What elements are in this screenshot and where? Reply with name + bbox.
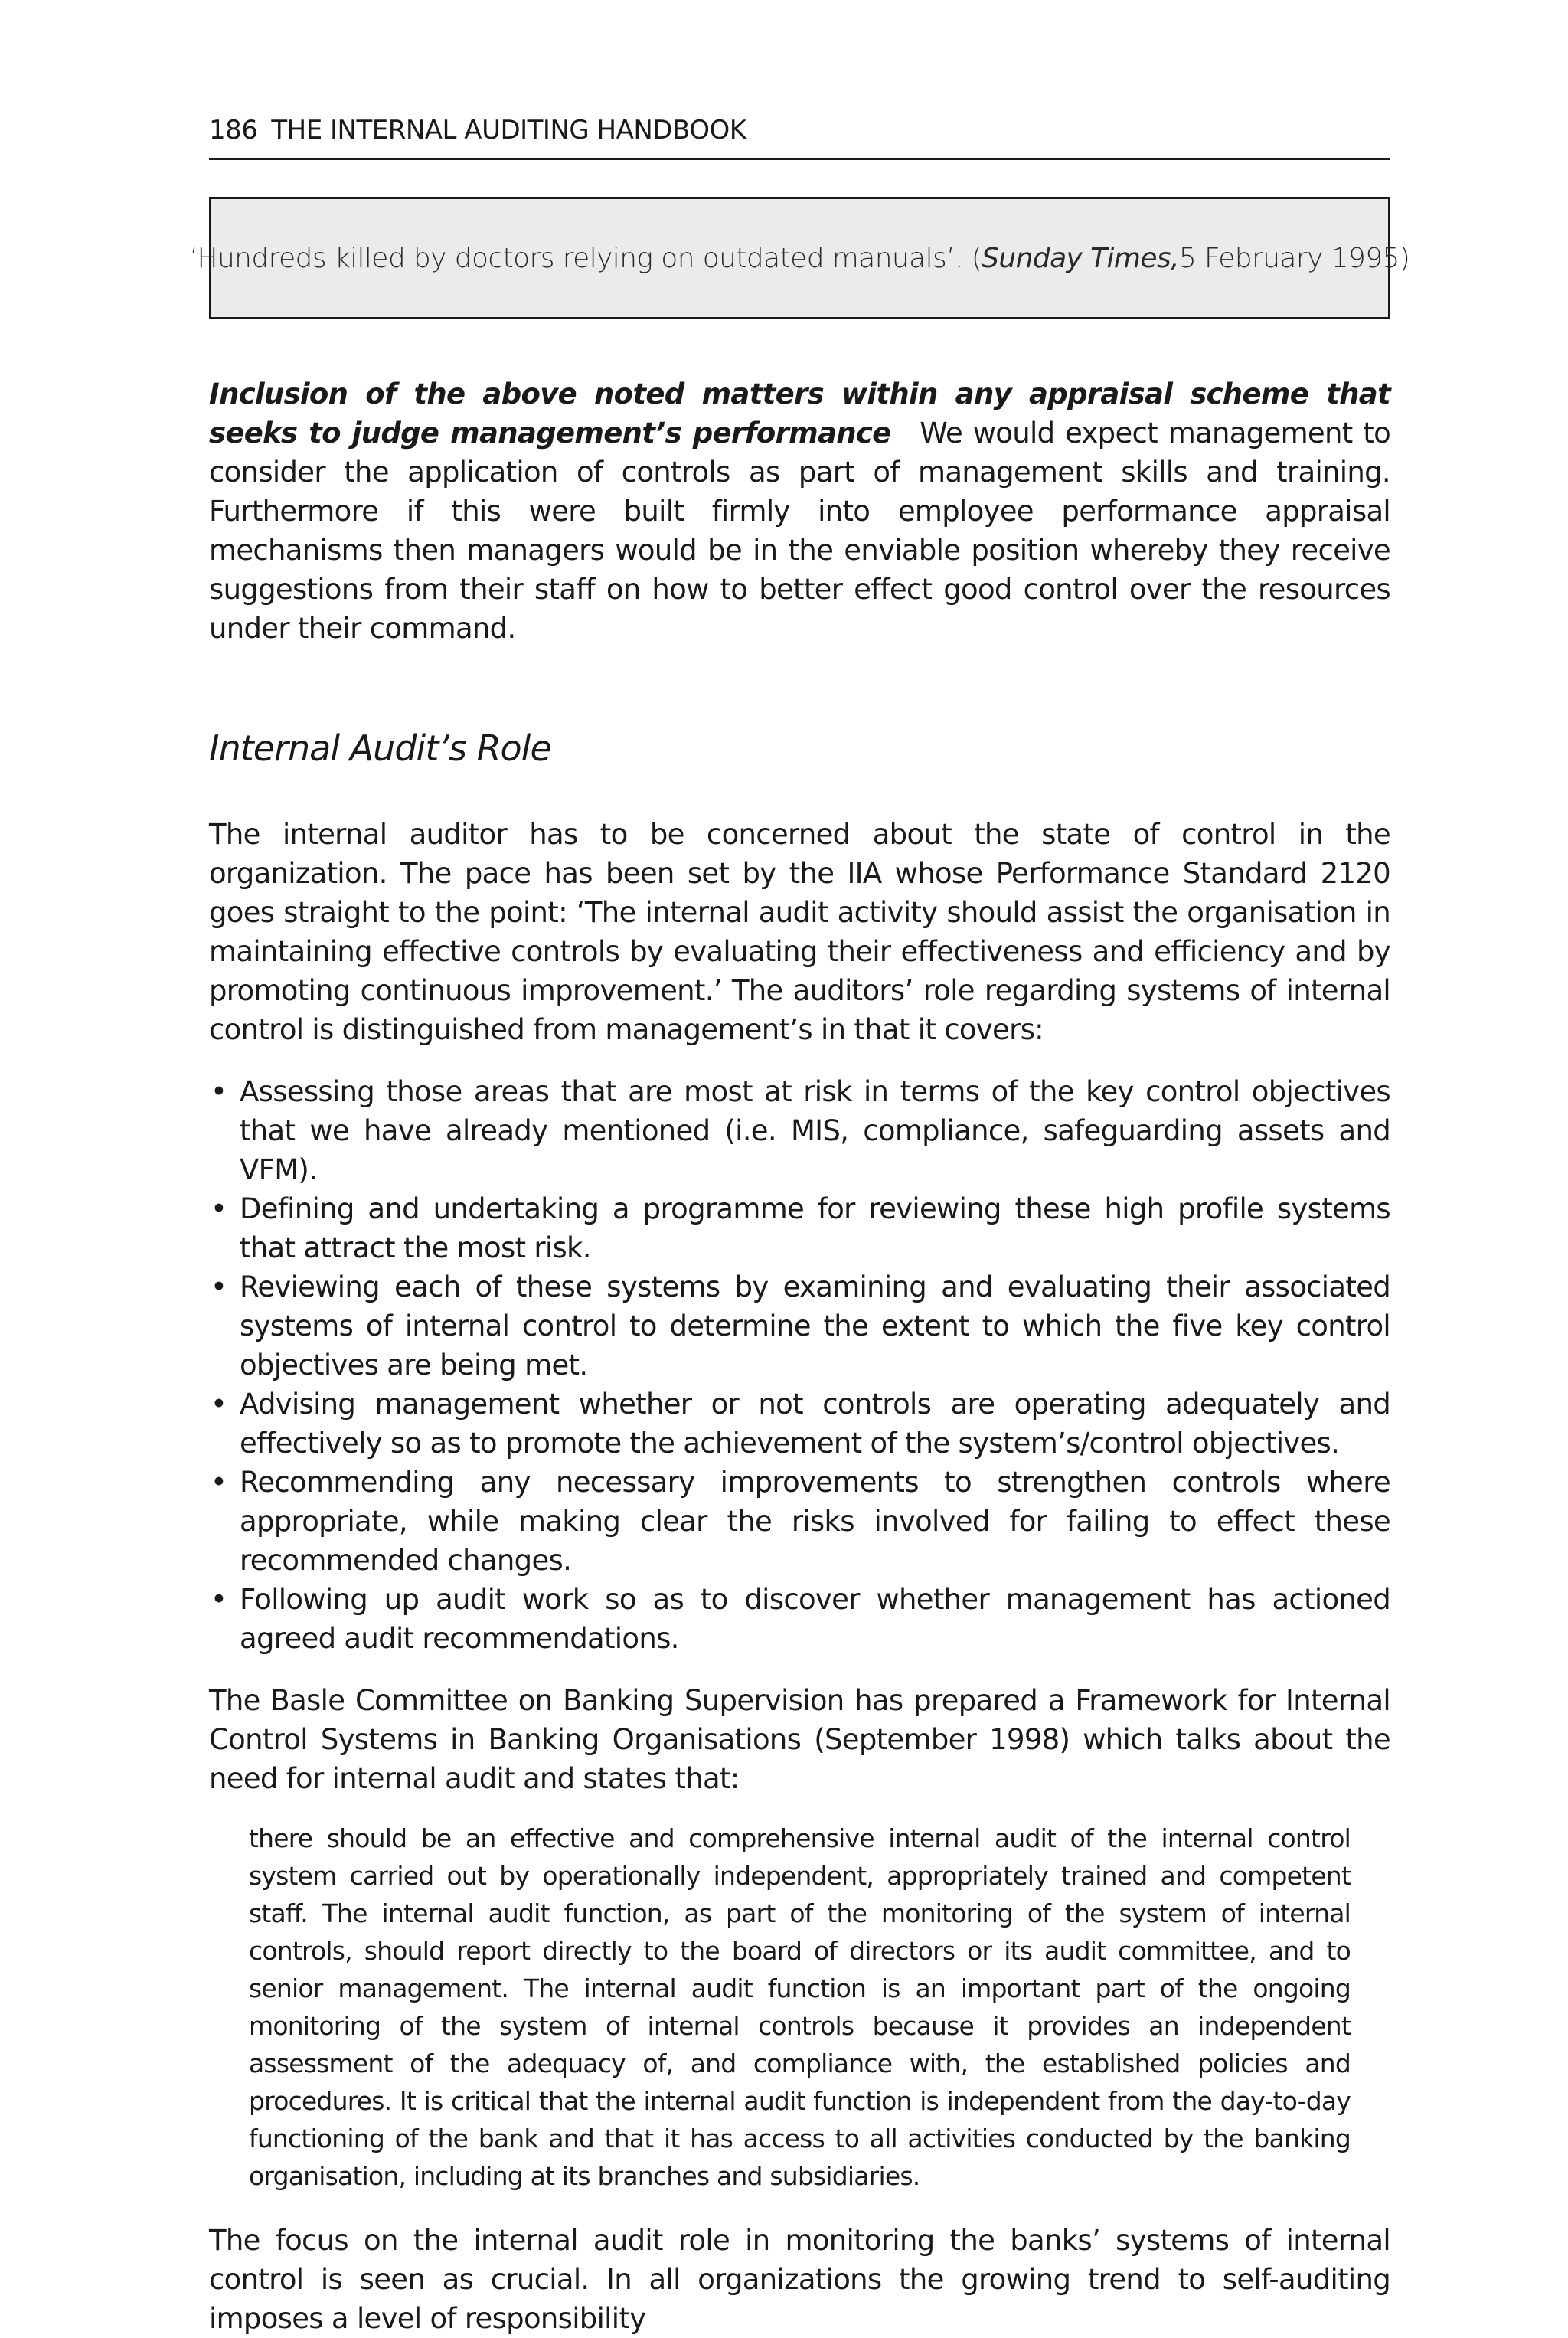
list-item: • Following up audit work so as to discover whether management has actioned agreed audit recommendations.: [209, 1580, 1390, 1658]
list-item: • Reviewing each of these systems by examining and evaluating their associated systems of internal control to determine the extent to which the five key control objectives are being met.: [209, 1267, 1390, 1385]
quote-source: Sunday Times,: [982, 242, 1179, 274]
paragraph-lead-in: Inclusion of the above noted matters within any appraisal scheme that seeks to judge management’s performance: [209, 378, 1390, 450]
basle-paragraph: The Basle Committee on Banking Supervision has prepared a Framework for Internal Control Systems in Banking Organisations (September 1998) which talks about the need for internal audit and states that:: [209, 1684, 1390, 1795]
quote-date: 5 February 1995): [1178, 242, 1410, 274]
basle-block-quote: [249, 1820, 1351, 2195]
list-item: • Assessing those areas that are most at risk in terms of the key control objectives that we have already mentioned (i.e. MIS, compliance, safeguarding assets and VFM).: [209, 1072, 1390, 1189]
intro-paragraph: The internal auditor has to be concerned about the state of control in the organization. The pace has been set by the IIA whose Performance Standard 2120 goes straight to the point: ‘The internal audit activity should assist the organisation in maintaining effective controls by evaluating their effectiveness and efficiency and by promoting continuous improvement.’ The auditors’ role regarding systems of internal control is distinguished from management’s in that it covers:: [209, 818, 1390, 1046]
block-quote-text: there should be an effective and comprehensive internal audit of the internal control system carried out by operationally independent, appropriately trained and competent staff. The internal audit function, as part of the monitoring of the system of internal controls, should report directly to the board of directors or its audit committee, and to senior management. The internal audit function is an important part of the ongoing monitoring of the system of internal controls because it provides an independent assessment of the adequacy of, and compliance with, the established policies and procedures. It is critical that the internal audit function is independent from the day-to-day functioning of the bank and that it has access to all activities conducted by the banking organisation, including at its branches and subsidiaries.: [249, 1823, 1351, 2191]
page-number: 186: [209, 115, 258, 146]
bullet-icon: •: [211, 1192, 227, 1225]
quote-text: ‘Hundreds killed by doctors relying on outdated manuals’. (: [189, 242, 982, 274]
list-item: • Advising management whether or not controls are operating adequately and effectively so as to promote the achievement of the system’s/control objectives.: [209, 1385, 1390, 1463]
book-page: [189, 115, 1410, 2338]
bullet-icon: •: [211, 1466, 227, 1499]
bullet-icon: •: [211, 1075, 227, 1108]
bullet-icon: •: [211, 1270, 227, 1303]
bullet-icon: •: [211, 1388, 227, 1421]
running-head: [209, 115, 1390, 160]
book-title: THE INTERNAL AUDITING HANDBOOK: [271, 115, 746, 146]
audit-role-list: [209, 1072, 1390, 1658]
list-item: • Recommending any necessary improvements to strengthen controls where appropriate, while making clear the risks involved for failing to effect these recommended changes.: [209, 1463, 1390, 1580]
section-heading: Internal Audit’s Role: [209, 728, 551, 769]
paragraph-body: We would expect management to consider the application of controls as part of management skills and training. Furthermore if this were built firmly into employee performance appraisal mechanisms then managers would be in the enviable position whereby they receive suggestions from their staff on how to better effect good control over the resources under their command.: [209, 417, 1391, 645]
closing-paragraph: The focus on the internal audit role in monitoring the banks’ systems of internal control is seen as crucial. In all organizations the growing trend to self-auditing imposes a level of responsibility: [209, 2224, 1390, 2335]
newspaper-quote-box: [189, 197, 1410, 319]
list-item: • Defining and undertaking a programme for reviewing these high profile systems that attract the most risk.: [209, 1189, 1390, 1267]
bullet-icon: •: [211, 1583, 227, 1616]
appraisal-paragraph: [209, 374, 1390, 648]
